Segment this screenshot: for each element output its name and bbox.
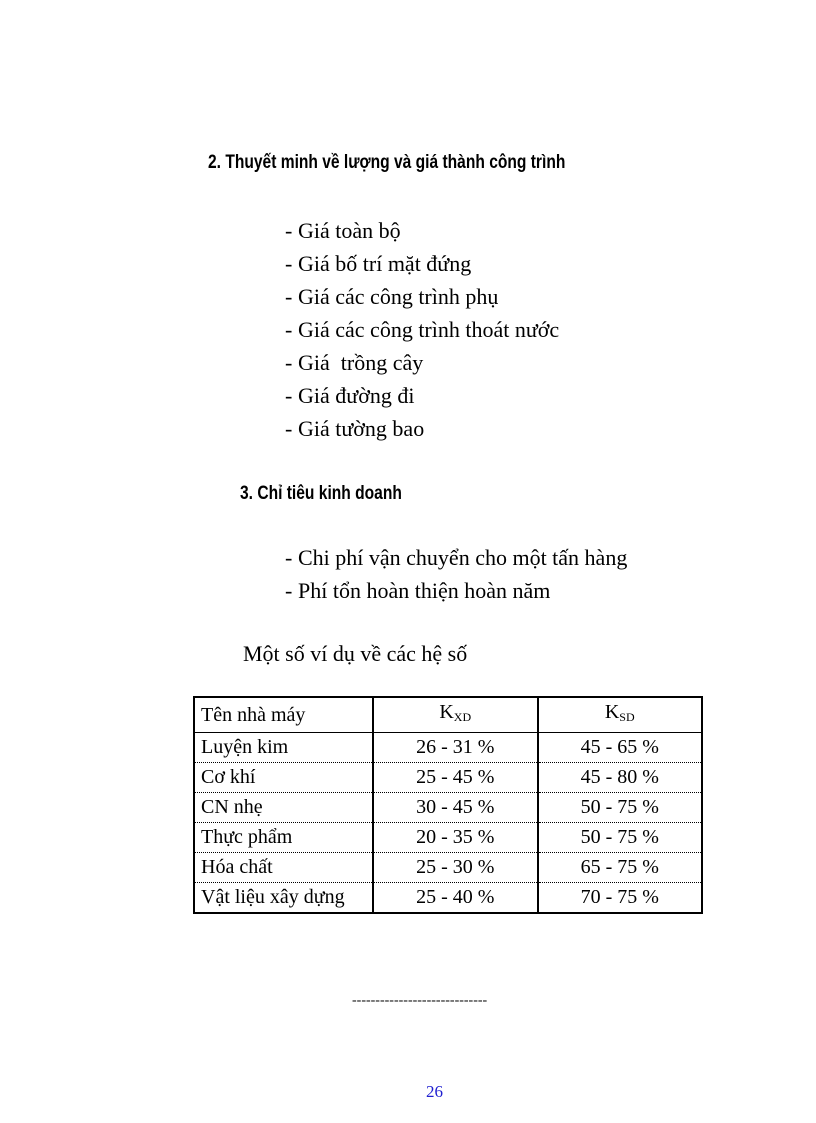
list-item-text: Phí tổn hoàn thiện hoàn năm	[298, 578, 551, 603]
header-factory-name: Tên nhà máy	[194, 697, 373, 733]
cell-kxd: 25 - 40 %	[373, 883, 538, 914]
table-row	[194, 853, 702, 883]
list-item-text: Giá trồng cây	[298, 350, 424, 375]
section-3-list	[285, 541, 627, 607]
list-item-text: Giá các công trình thoát nước	[298, 317, 560, 342]
list-item-text: Giá bố trí mặt đứng	[298, 251, 472, 276]
cell-name: Thực phẩm	[194, 823, 373, 853]
bullet-dash: -	[285, 383, 293, 408]
page-number: 26	[426, 1082, 443, 1101]
header-ksd-base: K	[604, 701, 620, 723]
header-ksd	[538, 697, 703, 733]
list-item-text: Giá các công trình phụ	[298, 284, 499, 309]
list-item	[285, 214, 559, 247]
cell-kxd: 20 - 35 %	[373, 823, 538, 853]
header-kxd-base: K	[439, 701, 454, 723]
bullet-dash: -	[285, 284, 293, 309]
table-row	[194, 733, 702, 763]
list-item	[285, 574, 627, 607]
table-row	[194, 883, 702, 914]
list-item	[285, 247, 559, 280]
list-item	[285, 541, 627, 574]
cell-ksd: 50 - 75 %	[538, 823, 703, 853]
list-item	[285, 379, 559, 412]
separator-line: -----------------------------	[352, 993, 488, 1008]
cell-name: Cơ khí	[194, 763, 373, 793]
cell-kxd: 25 - 45 %	[373, 763, 538, 793]
header-kxd-sub: XD	[453, 710, 472, 724]
cell-kxd: 30 - 45 %	[373, 793, 538, 823]
list-item	[285, 280, 559, 313]
cell-ksd: 45 - 65 %	[538, 733, 703, 763]
cell-ksd: 70 - 75 %	[538, 883, 703, 914]
table-header-row	[194, 697, 702, 733]
table-row	[194, 763, 702, 793]
cell-ksd: 65 - 75 %	[538, 853, 703, 883]
bullet-dash: -	[285, 578, 293, 603]
list-item	[285, 313, 559, 346]
cell-name: CN nhẹ	[194, 793, 373, 823]
cell-name: Luyện kim	[194, 733, 373, 763]
list-item	[285, 412, 559, 445]
bullet-dash: -	[285, 416, 293, 441]
cell-ksd: 50 - 75 %	[538, 793, 703, 823]
bullet-dash: -	[285, 545, 293, 570]
table-row	[194, 793, 702, 823]
section-3-heading: 3. Chỉ tiêu kinh doanh	[240, 483, 402, 504]
list-item-text: Giá đường đi	[298, 383, 415, 408]
bullet-dash: -	[285, 251, 293, 276]
bullet-dash: -	[285, 317, 293, 342]
cell-name: Vật liệu xây dựng	[194, 883, 373, 914]
cell-name: Hóa chất	[194, 853, 373, 883]
header-ksd-sub: SD	[619, 710, 635, 724]
bullet-dash: -	[285, 218, 293, 243]
list-item-text: Giá tường bao	[298, 416, 425, 441]
list-item-text: Giá toàn bộ	[298, 218, 401, 243]
section-2-list	[285, 214, 559, 445]
table-row	[194, 823, 702, 853]
cell-kxd: 25 - 30 %	[373, 853, 538, 883]
bullet-dash: -	[285, 350, 293, 375]
list-item	[285, 346, 559, 379]
coefficient-table	[193, 696, 703, 914]
section-2-heading: 2. Thuyết minh về lượng và giá thành công trình	[208, 152, 566, 173]
list-item-text: Chi phí vận chuyển cho một tấn hàng	[298, 545, 628, 570]
cell-kxd: 26 - 31 %	[373, 733, 538, 763]
header-kxd	[373, 697, 538, 733]
cell-ksd: 45 - 80 %	[538, 763, 703, 793]
table-intro: Một số ví dụ về các hệ số	[243, 641, 468, 666]
